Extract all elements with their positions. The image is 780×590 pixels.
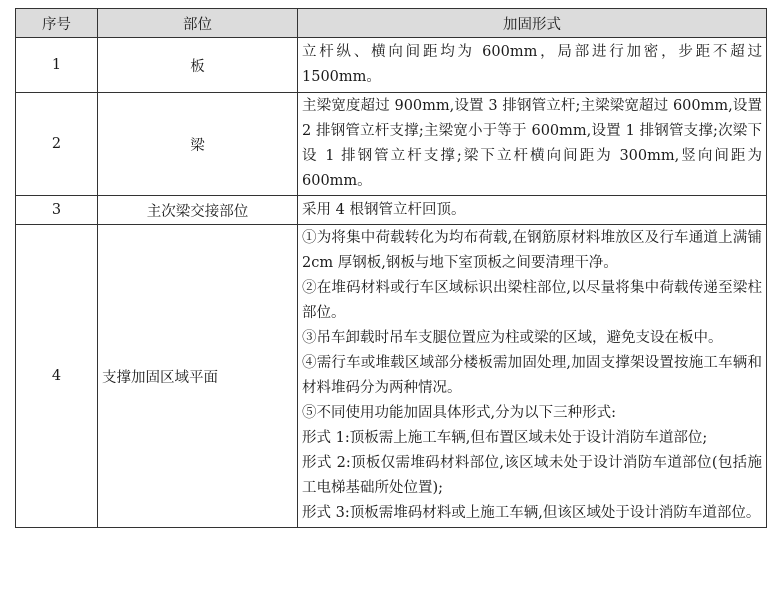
method-paragraph: 形式 1:顶板需上施工车辆,但布置区域未处于设计消防车道部位; <box>302 430 708 446</box>
row-index: 2 <box>16 93 98 196</box>
method-paragraph: ③吊车卸载时吊车支腿位置应为柱或梁的区域，避免支设在板中。 <box>302 330 723 346</box>
method-paragraph: ②在堆码材料或行车区域标识出梁柱部位,以尽量将集中荷载传递至梁柱部位。 <box>302 280 762 321</box>
row-index: 1 <box>16 38 98 93</box>
table-row <box>16 93 767 196</box>
row-part: 支撑加固区域平面 <box>98 225 298 528</box>
method-paragraph: 采用 4 根钢管立杆回顶。 <box>302 201 466 218</box>
row-method <box>298 225 767 528</box>
row-part: 主次梁交接部位 <box>98 196 298 225</box>
header-method: 加固形式 <box>298 9 767 38</box>
method-paragraph: 主梁宽度超过 900mm,设置 3 排钢管立杆;主梁梁宽超过 600mm,设置 2 排钢管立杆支撑;主梁宽小于等于 600mm,设置 1 排钢管支撑;次梁下设 1 排钢管立杆支撑;梁下立杆横向间距为 300mm,竖向间距为 600mm。 <box>302 98 762 189</box>
row-part: 梁 <box>98 93 298 196</box>
row-method <box>298 38 767 93</box>
row-index: 3 <box>16 196 98 225</box>
row-part: 板 <box>98 38 298 93</box>
table-row <box>16 38 767 93</box>
row-index: 4 <box>16 225 98 528</box>
header-row <box>16 9 767 38</box>
table-row <box>16 196 767 225</box>
method-paragraph: ①为将集中荷载转化为均布荷载,在钢筋原材料堆放区及行车通道上满铺 2cm 厚钢板,钢板与地下室顶板之间要清理干净。 <box>302 230 762 271</box>
method-paragraph: 立杆纵、横向间距均为 600mm，局部进行加密，步距不超过 1500mm。 <box>302 44 762 85</box>
row-method <box>298 196 767 225</box>
header-part: 部位 <box>98 9 298 38</box>
reinforcement-table <box>15 8 767 528</box>
method-paragraph: ④需行车或堆载区域部分楼板需加固处理,加固支撑架设置按施工车辆和材料堆码分为两种情况。 <box>302 355 762 396</box>
header-index: 序号 <box>16 9 98 38</box>
row-method <box>298 93 767 196</box>
method-paragraph: 形式 3:顶板需堆码材料或上施工车辆,但该区域处于设计消防车道部位。 <box>302 505 761 521</box>
method-paragraph: 形式 2:顶板仅需堆码材料部位,该区域未处于设计消防车道部位(包括施工电梯基础所处位置); <box>302 455 762 496</box>
method-paragraph: ⑤不同使用功能加固具体形式,分为以下三种形式: <box>302 405 616 421</box>
table-row <box>16 225 767 528</box>
